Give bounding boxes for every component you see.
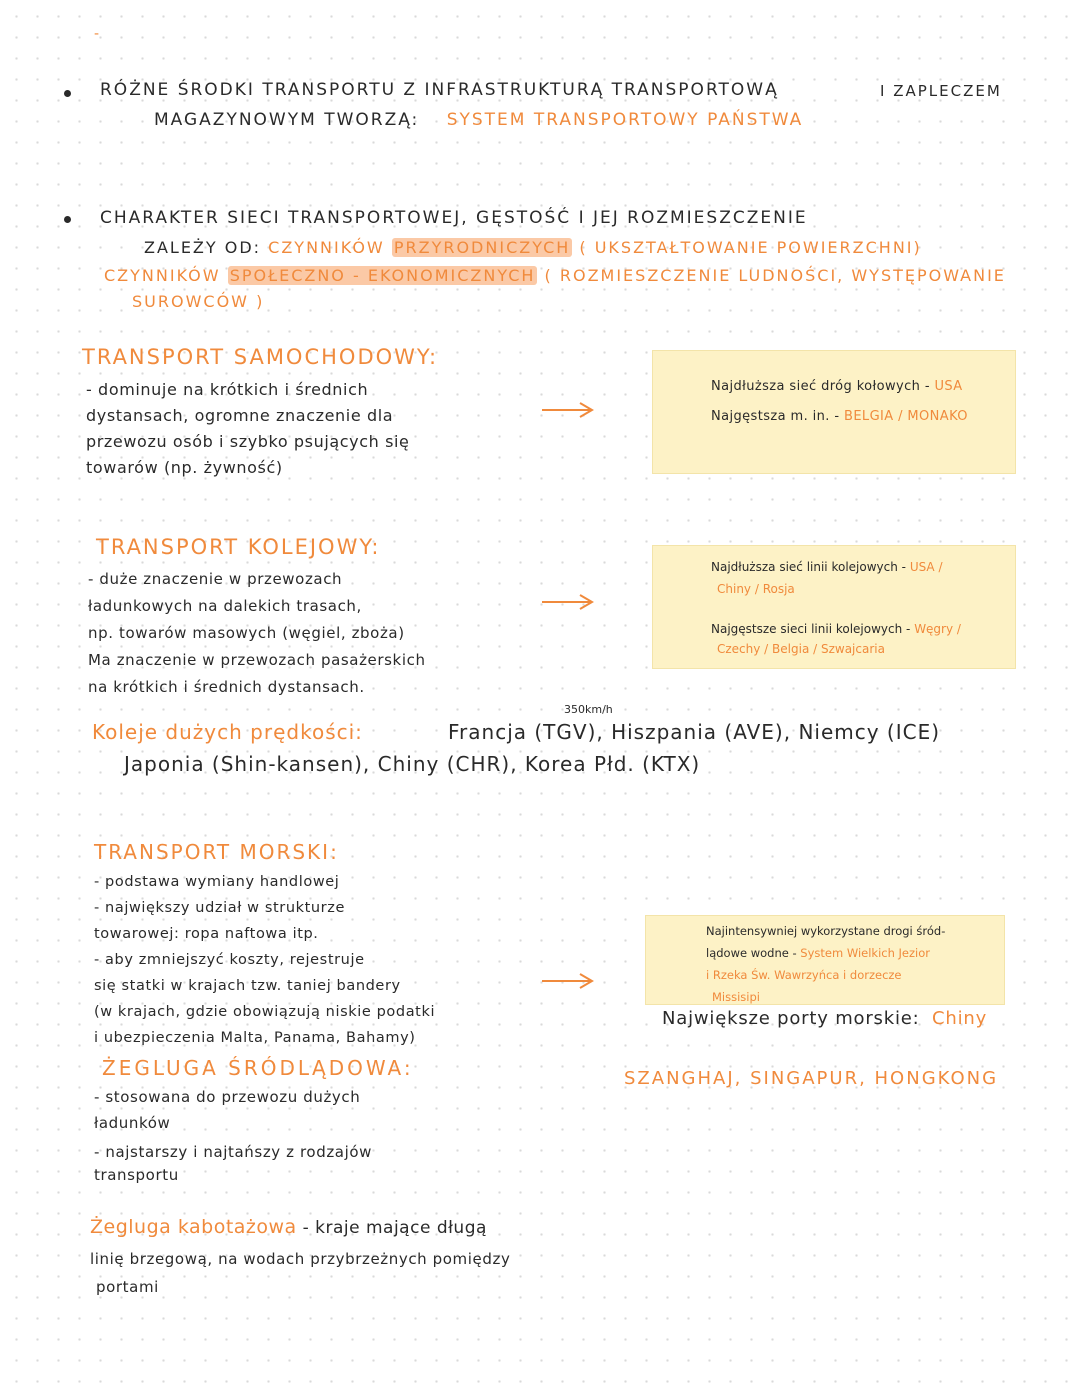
high-speed-label: Koleje dużych prędkości: (92, 720, 363, 744)
road-note-line-2 (711, 409, 968, 424)
coastal-line-3: portami (96, 1278, 159, 1296)
system-line-2 (154, 110, 803, 130)
high-speed-line-2: Japonia (Shin-kansen), Chiny (CHR), Korea Płd. (KTX) (124, 752, 701, 776)
road-note (652, 350, 1016, 474)
inland-line-4: transportu (94, 1166, 179, 1184)
rail-longest-label: Najdłuższa sieć linii kolejowych - (711, 560, 906, 574)
high-speed-line-1: Francja (TGV), Hiszpania (AVE), Niemcy (ICE) (448, 720, 941, 744)
road-line-2: dystansach, ogromne znaczenie dla (86, 406, 394, 425)
sea-line-4: - aby zmniejszyć koszty, rejestruje (94, 952, 365, 968)
rail-note-line-2: Chiny / Rosja (717, 582, 795, 596)
road-densest-label: Najgęstsza m. in. - (711, 409, 840, 424)
sea-line-3: towarowej: ropa naftowa itp. (94, 926, 319, 942)
coastal-line-1 (90, 1216, 487, 1238)
sea-note-line-4: Missisipi (712, 990, 760, 1004)
sea-note (645, 915, 1005, 1005)
socioeconomic-detail-2: WYSTĘPOWANIE (851, 266, 1006, 285)
road-line-4: towarów (np. żywność) (86, 458, 283, 477)
network-line-3 (104, 266, 1006, 285)
rail-line-4: Ma znaczenie w przewozach pasażerskich (88, 651, 426, 669)
coastal-line-2: linię brzegową, na wodach przybrzeżnych pomiędzy (90, 1250, 511, 1268)
system-name: SYSTEM TRANSPORTOWY PAŃSTWA (446, 110, 804, 130)
rail-note-line-3 (711, 622, 961, 636)
inland-line-1: - stosowana do przewozu dużych (94, 1088, 361, 1106)
top-mark: - (94, 26, 100, 42)
network-line-2 (144, 238, 922, 257)
rail-arrow-icon (540, 592, 596, 612)
natural-factors-detail: ( UKSZTAŁTOWANIE POWIERZCHNI) (579, 238, 922, 257)
coastal-title: Żegluga kabotażowa (90, 1216, 297, 1238)
system-line-1-text: RÓŻNE ŚRODKI TRANSPORTU Z INFRASTRUKTURĄ TRANSPORTOWĄ (100, 80, 779, 100)
factors-label-1: CZYNNIKÓW (268, 238, 385, 257)
sea-note-line-1: Najintensywniej wykorzystane drogi śród- (706, 924, 946, 938)
rail-line-2: ładunkowych na dalekich trasach, (88, 597, 362, 615)
sea-text (94, 869, 435, 1051)
system-line-1 (100, 80, 779, 100)
inland-line-2: ładunków (94, 1114, 171, 1132)
road-longest-label: Najdłuższa sieć dróg kołowych - (711, 379, 930, 394)
sea-line-1: - podstawa wymiany handlowej (94, 874, 340, 890)
system-line-1-end: I ZAPLECZEM (880, 82, 1002, 100)
rail-densest-value: Węgry / (914, 622, 961, 636)
sea-line-6: (w krajach, gdzie obowiązują niskie podatki (94, 1004, 436, 1020)
road-text (86, 377, 410, 481)
bullet-1 (64, 90, 71, 97)
ports-label: Największe porty morskie: (662, 1008, 920, 1029)
sea-line-2: - największy udział w strukturze (94, 900, 345, 916)
inland-title: ŻEGLUGA ŚRÓDLĄDOWA: (102, 1056, 414, 1080)
rail-note (652, 545, 1016, 669)
sea-title: TRANSPORT MORSKI: (94, 840, 339, 864)
inland-line-3: - najstarszy i najtańszy z rodzajów (94, 1143, 373, 1161)
rail-text (88, 566, 426, 701)
rail-line-5: na krótkich i średnich dystansach. (88, 678, 365, 696)
rail-title: TRANSPORT KOLEJOWY: (96, 535, 381, 559)
ports-line (662, 1008, 987, 1029)
rail-line-1: - duże znaczenie w przewozach (88, 570, 343, 588)
rail-note-line-1 (711, 560, 943, 574)
factors-label-2: CZYNNIKÓW (104, 266, 221, 285)
ports-country: Chiny (932, 1008, 988, 1029)
socioeconomic-detail: ( ROZMIESZCZENIE LUDNOŚCI, (544, 266, 845, 285)
road-arrow-icon (540, 400, 596, 420)
rail-line-3: np. towarów masowych (węgiel, zboża) (88, 624, 405, 642)
rail-longest-value: USA / (909, 560, 943, 574)
road-line-1: - dominuje na krótkich i średnich (86, 380, 369, 399)
road-title: TRANSPORT SAMOCHODOWY: (82, 345, 439, 369)
system-line-2-text: MAGAZYNOWYM TWORZĄ: (154, 110, 420, 130)
inland-routes-value: System Wielkich Jezior (800, 946, 930, 960)
coastal-definition-1: - kraje mające długą (302, 1218, 487, 1238)
inland-routes-label: lądowe wodne - (706, 946, 797, 960)
natural-factors: PRZYRODNICZYCH (393, 238, 571, 257)
socioeconomic-factors: SPOŁECZNO - EKONOMICZNYCH (229, 266, 536, 285)
sea-note-line-3: i Rzeka Św. Wawrzyńca i dorzecze (706, 968, 902, 982)
depends-label: ZALEŻY OD: (144, 238, 262, 257)
road-densest-value: BELGIA / MONAKO (844, 409, 968, 424)
sea-note-line-2 (706, 946, 930, 960)
road-note-line-1 (711, 379, 963, 394)
road-line-3: przewozu osób i szybko psujących się (86, 432, 410, 451)
bullet-2 (64, 216, 71, 223)
rail-note-line-4: Czechy / Belgia / Szwajcaria (717, 642, 885, 656)
network-line-1: CHARAKTER SIECI TRANSPORTOWEJ, GĘSTOŚĆ I JEJ ROZMIESZCZENIE (100, 208, 808, 228)
sea-arrow-icon (540, 971, 596, 991)
speed-note: 350km/h (564, 703, 613, 716)
network-line-4: SUROWCÓW ) (132, 292, 265, 311)
rail-densest-label: Najgęstsze sieci linii kolejowych - (711, 622, 911, 636)
road-longest-value: USA (934, 379, 963, 394)
sea-line-5: się statki w krajach tzw. taniej bandery (94, 978, 401, 994)
sea-line-7: i ubezpieczenia Malta, Panama, Bahamy) (94, 1030, 416, 1046)
ports-list: SZANGHAJ, SINGAPUR, HONGKONG (624, 1068, 999, 1089)
